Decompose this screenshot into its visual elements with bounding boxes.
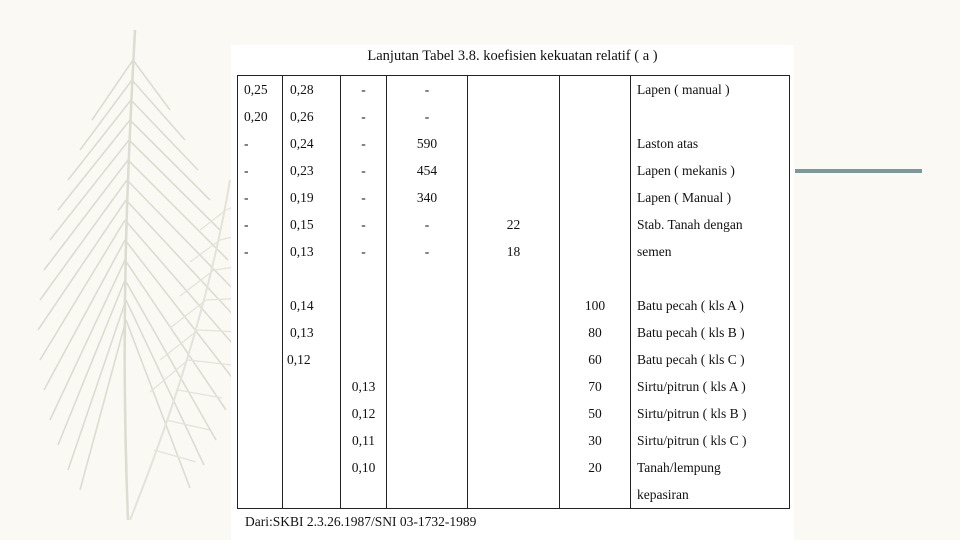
table-cell <box>468 130 560 157</box>
table-cell: Sirtu/pitrun ( kls C ) <box>631 427 790 454</box>
table-cell <box>631 265 790 292</box>
table-cell: 0,12 <box>283 346 341 373</box>
coefficient-table <box>237 75 790 509</box>
table-cell <box>238 454 283 481</box>
table-cell: - <box>341 76 387 104</box>
table-cell <box>341 481 387 509</box>
table-cell <box>238 400 283 427</box>
table-cell: 80 <box>560 319 631 346</box>
table-image <box>231 45 794 540</box>
table-cell <box>283 454 341 481</box>
table-cell: 18 <box>468 238 560 265</box>
table-cell: 0,28 <box>283 76 341 104</box>
table-cell <box>560 103 631 130</box>
table-cell: Lapen ( Manual ) <box>631 184 790 211</box>
table-cell <box>238 292 283 319</box>
table-cell: 20 <box>560 454 631 481</box>
table-cell <box>468 346 560 373</box>
table-cell: - <box>387 76 468 104</box>
table-row <box>238 373 790 400</box>
table-cell <box>283 400 341 427</box>
table-cell <box>468 76 560 104</box>
table-row <box>238 319 790 346</box>
table-cell <box>283 265 341 292</box>
table-cell: - <box>341 211 387 238</box>
table-cell: Batu pecah ( kls C ) <box>631 346 790 373</box>
table-row <box>238 76 790 104</box>
table-cell <box>283 427 341 454</box>
table-cell: 0,25 <box>238 76 283 104</box>
table-cell: - <box>238 157 283 184</box>
accent-line <box>795 169 922 173</box>
table-cell: 30 <box>560 427 631 454</box>
table-cell <box>468 157 560 184</box>
table-cell <box>468 103 560 130</box>
table-row <box>238 481 790 509</box>
table-cell: Lapen ( mekanis ) <box>631 157 790 184</box>
table-cell: kepasiran <box>631 481 790 509</box>
table-cell <box>468 454 560 481</box>
table-cell <box>468 427 560 454</box>
table-row <box>238 427 790 454</box>
table-cell <box>631 103 790 130</box>
table-cell: Laston atas <box>631 130 790 157</box>
table-cell: - <box>341 184 387 211</box>
table-cell <box>387 319 468 346</box>
table-cell <box>283 481 341 509</box>
table-row <box>238 184 790 211</box>
table-cell <box>468 400 560 427</box>
table-cell: 22 <box>468 211 560 238</box>
table-cell <box>341 346 387 373</box>
table-row <box>238 346 790 373</box>
table-cell: semen <box>631 238 790 265</box>
table-cell <box>560 130 631 157</box>
table-cell: 0,20 <box>238 103 283 130</box>
table-row <box>238 400 790 427</box>
table-cell: - <box>238 184 283 211</box>
table-cell <box>387 373 468 400</box>
table-cell <box>468 481 560 509</box>
table-cell <box>283 373 341 400</box>
table-cell: 0,15 <box>283 211 341 238</box>
table-cell <box>560 238 631 265</box>
table-cell <box>238 373 283 400</box>
table-cell <box>560 481 631 509</box>
table-cell: - <box>341 103 387 130</box>
table-row <box>238 238 790 265</box>
table-cell: 0,26 <box>283 103 341 130</box>
table-row <box>238 292 790 319</box>
table-cell: - <box>387 211 468 238</box>
table-cell <box>468 292 560 319</box>
table-cell: Sirtu/pitrun ( kls B ) <box>631 400 790 427</box>
table-cell <box>341 319 387 346</box>
table-cell <box>387 427 468 454</box>
table-cell: - <box>341 130 387 157</box>
table-cell <box>468 184 560 211</box>
table-cell: Sirtu/pitrun ( kls A ) <box>631 373 790 400</box>
table-cell: 0,13 <box>341 373 387 400</box>
table-cell <box>238 481 283 509</box>
table-cell: 0,13 <box>283 238 341 265</box>
table-cell: 0,11 <box>341 427 387 454</box>
table-cell: - <box>341 157 387 184</box>
table-cell: 70 <box>560 373 631 400</box>
table-cell: - <box>387 103 468 130</box>
source-citation: Dari:SKBI 2.3.26.1987/SNI 03-1732-1989 <box>245 514 477 529</box>
table-cell: 60 <box>560 346 631 373</box>
table-cell <box>238 265 283 292</box>
table-cell: 454 <box>387 157 468 184</box>
table-cell: Batu pecah ( kls B ) <box>631 319 790 346</box>
table-cell: Tanah/lempung <box>631 454 790 481</box>
table-cell: Stab. Tanah dengan <box>631 211 790 238</box>
table-cell: - <box>238 238 283 265</box>
table-cell <box>560 184 631 211</box>
table-cell <box>468 319 560 346</box>
table-cell <box>560 76 631 104</box>
table-cell: 0,23 <box>283 157 341 184</box>
table-cell: 340 <box>387 184 468 211</box>
table-cell <box>387 454 468 481</box>
table-cell: 0,24 <box>283 130 341 157</box>
table-row <box>238 130 790 157</box>
table-cell: 0,14 <box>283 292 341 319</box>
table-cell <box>238 346 283 373</box>
table-cell: 0,19 <box>283 184 341 211</box>
table-row <box>238 211 790 238</box>
table-cell <box>560 211 631 238</box>
table-cell: 0,12 <box>341 400 387 427</box>
table-cell: 50 <box>560 400 631 427</box>
table-cell: 100 <box>560 292 631 319</box>
table-cell <box>560 265 631 292</box>
table-row <box>238 265 790 292</box>
table-cell: Lapen ( manual ) <box>631 76 790 104</box>
table-row <box>238 454 790 481</box>
table-cell: 0,13 <box>283 319 341 346</box>
table-cell: 0,10 <box>341 454 387 481</box>
table-cell: 590 <box>387 130 468 157</box>
table-row <box>238 103 790 130</box>
table-cell: - <box>341 238 387 265</box>
table-cell <box>468 373 560 400</box>
table-cell <box>238 427 283 454</box>
table-cell <box>341 292 387 319</box>
table-cell <box>341 265 387 292</box>
table-cell: - <box>238 211 283 238</box>
table-caption: Lanjutan Tabel 3.8. koefisien kekuatan relatif ( a ) <box>367 48 658 64</box>
table-cell <box>468 265 560 292</box>
table-cell <box>387 481 468 509</box>
table-cell: - <box>387 238 468 265</box>
table-cell <box>387 292 468 319</box>
table-cell: Batu pecah ( kls A ) <box>631 292 790 319</box>
table-cell <box>238 319 283 346</box>
table-cell: - <box>238 130 283 157</box>
table-cell <box>560 157 631 184</box>
table-cell <box>387 346 468 373</box>
table-row <box>238 157 790 184</box>
table-cell <box>387 265 468 292</box>
table-cell <box>387 400 468 427</box>
